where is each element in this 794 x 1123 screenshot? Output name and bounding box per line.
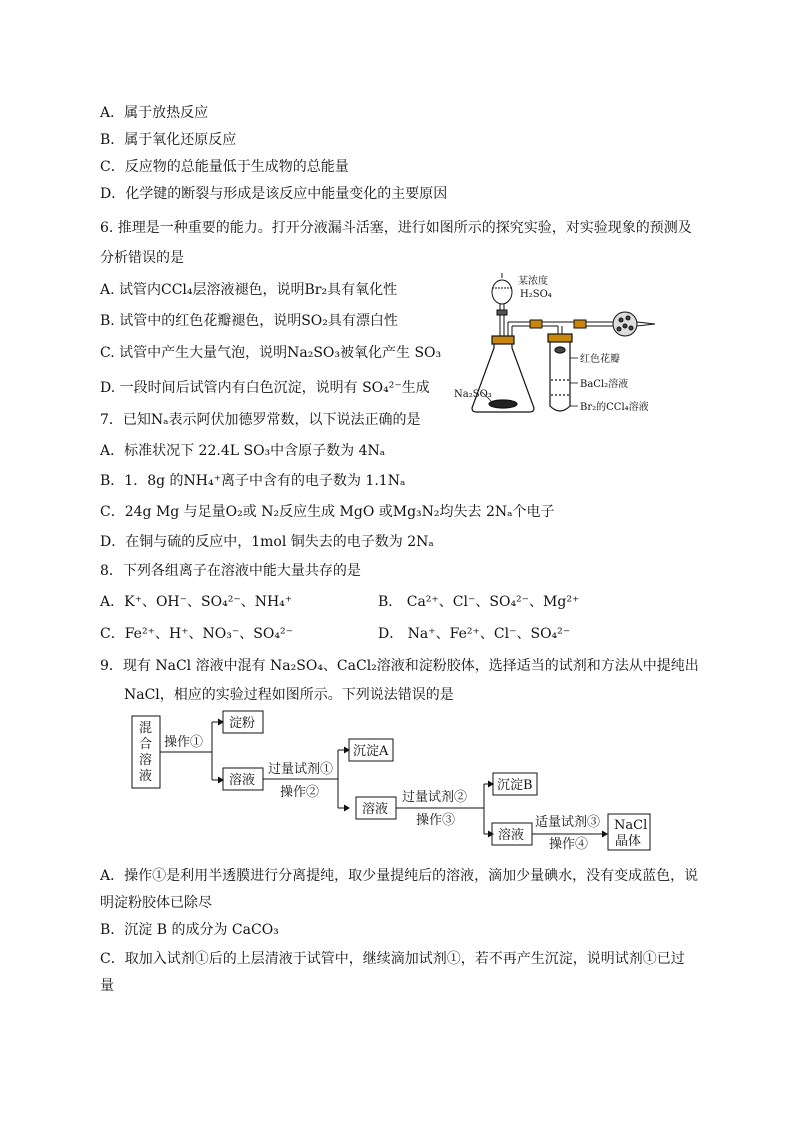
q8-stem: 8．下列各组离子在溶液中能大量共存的是 [100, 563, 361, 579]
conical-flask [472, 336, 534, 412]
q6-option-a: A. 试管内CCl₄层溶液褪色，说明Br₂具有氧化性 [100, 282, 398, 298]
q6-option-c: C. 试管中产生大量气泡，说明Na₂SO₃被氧化产生 SO₃ [100, 345, 442, 361]
precipitate-a-label: 沉淀A [353, 744, 389, 759]
q8-option-a: A．K⁺、OH⁻、SO₄²⁻、NH₄⁺ [100, 594, 293, 610]
q6-option-b: B. 试管中的红色花瓣褪色，说明SO₂具有漂白性 [100, 313, 398, 329]
q5-option-b: B．属于氧化还原反应 [100, 132, 237, 148]
start-char-1: 混 [139, 721, 153, 736]
op4-label: 操作④ [549, 837, 589, 852]
q6-stem-line1: 6. 推理是一种重要的能力。打开分液漏斗活塞，进行如图所示的探究实验，对实验现象的预测及 [100, 220, 692, 236]
drying-tube [613, 312, 655, 336]
reagent1-label: 过量试剂① [268, 762, 334, 777]
q7-option-b: B．1．8g 的NH₄⁺离子中含有的电子数为 1.1Nₐ [100, 473, 406, 489]
test-tube [548, 334, 572, 411]
solution-label-1: 溶液 [229, 773, 256, 788]
reagent2-label: 过量试剂② [402, 790, 468, 805]
q9-option-a-line2: 明淀粉胶体已除尽 [100, 895, 212, 911]
q7-option-c: C．24g Mg 与足量O₂或 N₂反应生成 MgO 或Mg₃N₂均失去 2Nₐ个电子 [100, 504, 555, 520]
q9-option-c-line2: 量 [100, 978, 114, 994]
q5-option-a: A．属于放热反应 [100, 105, 209, 121]
crystal-label: 晶体 [615, 834, 642, 849]
q9-flow-chart [128, 708, 668, 856]
bacl2-label: BaCl₂溶液 [580, 379, 629, 390]
reagent3-label: 适量试剂③ [535, 815, 601, 830]
q8-option-b: B． Ca²⁺、Cl⁻、SO₄²⁻、Mg²⁺ [378, 594, 580, 610]
funnel-label-1: 某浓度 [518, 276, 548, 287]
solution-label-3: 溶液 [498, 828, 525, 843]
start-char-3: 溶 [139, 753, 153, 768]
starch-label: 淀粉 [229, 716, 256, 731]
q6-apparatus-figure [450, 270, 665, 420]
br2-label: Br₂的CCl₄溶液 [580, 402, 649, 413]
q6-stem-line2: 分析错误的是 [100, 250, 184, 266]
q9-option-b: B．沉淀 B 的成分为 CaCO₃ [100, 922, 279, 938]
start-char-2: 合 [139, 737, 153, 752]
funnel-label-2: H₂SO₄ [520, 289, 552, 300]
q7-option-a: A．标准状况下 22.4L SO₃中含原子数为 4Nₐ [100, 443, 386, 459]
q5-option-c: C．反应物的总能量低于生成物的总能量 [100, 159, 349, 175]
q7-option-d: D．在铜与硫的反应中，1mol 铜失去的电子数为 2Nₐ [100, 534, 434, 550]
q6-option-d: D. 一段时间后试管内有白色沉淀，说明有 SO₄²⁻生成 [100, 380, 430, 396]
q8-option-c: C．Fe²⁺、H⁺、NO₃⁻、SO₄²⁻ [100, 626, 293, 642]
start-char-4: 液 [139, 769, 153, 784]
petal-label: 红色花瓣 [580, 354, 620, 365]
q9-option-c-line1: C．取加入试剂①后的上层清液于试管中，继续滴加试剂①，若不再产生沉淀，说明试剂①已过 [100, 951, 685, 967]
q9-stem-line1: 9．现有 NaCl 溶液中混有 Na₂SO₄、CaCl₂溶液和淀粉胶体，选择适当的试剂和方法从中提纯出 [100, 658, 699, 674]
q9-option-a-line1: A．操作①是利用半透膜进行分离提纯，取少量提纯后的溶液，滴加少量碘水，没有变成蓝色，说 [100, 868, 699, 884]
q9-stem-line2: NaCl，相应的实验过程如图所示。下列说法错误的是 [124, 687, 454, 703]
op3-label: 操作③ [416, 813, 456, 828]
q7-stem: 7．已知Nₐ表示阿伏加德罗常数，以下说法正确的是 [100, 412, 421, 428]
nacl-label: NaCl [614, 818, 648, 833]
flask-label: Na₂SO₃ [454, 389, 492, 400]
precipitate-b-label: 沉淀B [497, 778, 533, 793]
op2-label: 操作② [280, 785, 320, 800]
separatory-funnel [492, 273, 512, 342]
q5-option-d: D．化学键的断裂与形成是该反应中能量变化的主要原因 [100, 186, 448, 202]
solution-label-2: 溶液 [362, 802, 389, 817]
q8-option-d: D． Na⁺、Fe²⁺、Cl⁻、SO₄²⁻ [378, 626, 571, 642]
op1-label: 操作① [164, 735, 204, 750]
